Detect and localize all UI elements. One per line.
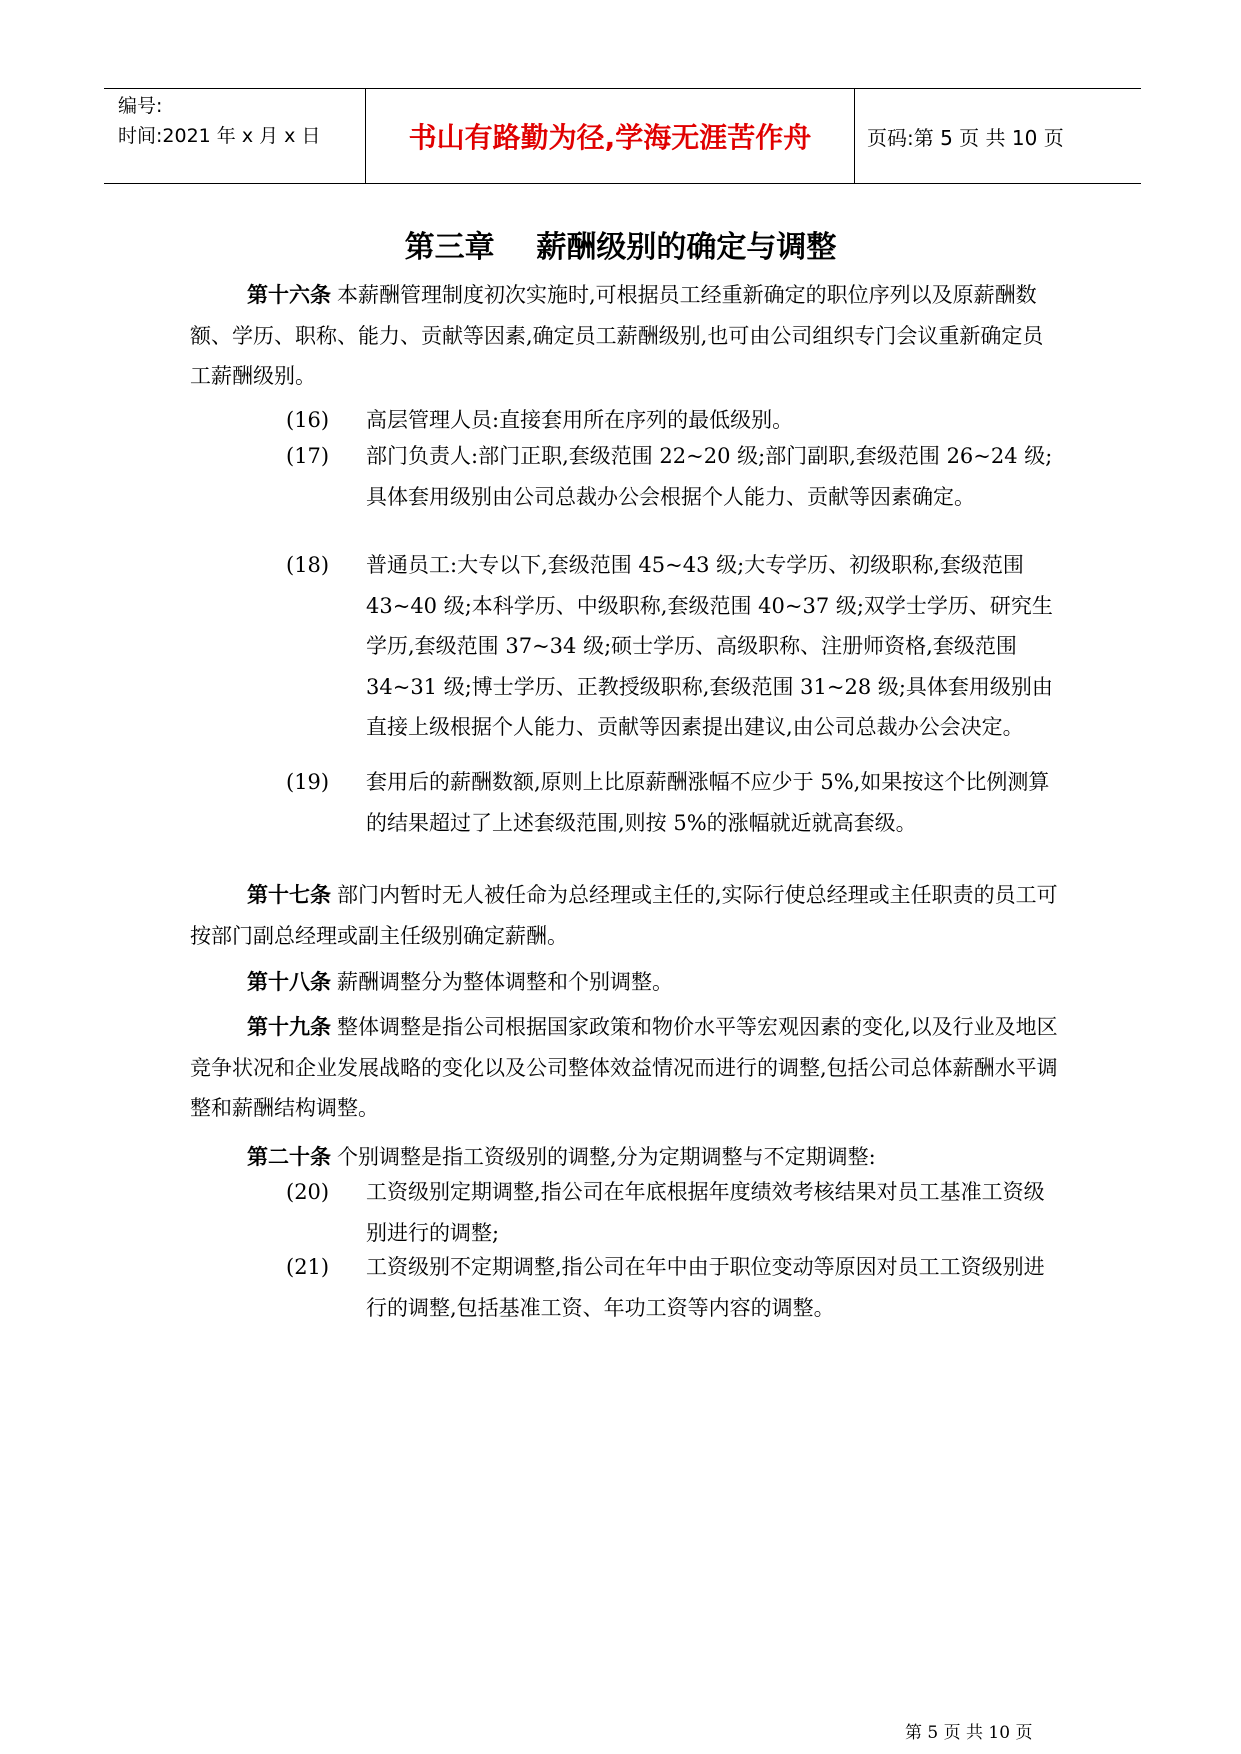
page-header: [104, 88, 1141, 184]
item-text: 工资级别定期调整,指公司在年底根据年度绩效考核结果对员工基准工资级别进行的调整;: [366, 1180, 1045, 1245]
item-number: (20): [286, 1180, 330, 1204]
item-number: (18): [286, 553, 330, 577]
article-17: [190, 875, 1060, 956]
article-label: 第二十条: [247, 1145, 331, 1169]
item-text: 部门负责人:部门正职,套级范围 22~20 级;部门副职,套级范围 26~24 级;具体套用级别由公司总裁办公会根据个人能力、贡献等因素确定。: [366, 444, 1053, 509]
article-text: 本薪酬管理制度初次实施时,可根据员工经重新确定的职位序列以及原薪酬数额、学历、职称、能力、贡献等因素,确定员工薪酬级别,也可由公司组织专门会议重新确定员工薪酬级别。: [190, 283, 1044, 388]
article-label: 第十八条: [247, 970, 331, 994]
item-number: (19): [286, 770, 330, 794]
article-label: 第十七条: [247, 883, 331, 907]
article-text: 薪酬调整分为整体调整和个别调整。: [337, 970, 673, 994]
item-number: (16): [286, 408, 330, 432]
article-18: [190, 962, 1060, 1003]
article-text: 整体调整是指公司根据国家政策和物价水平等宏观因素的变化,以及行业及地区竞争状况和企业发展战略的变化以及公司整体效益情况而进行的调整,包括公司总体薪酬水平调整和薪酬结构调整。: [190, 1015, 1058, 1120]
item-text: 套用后的薪酬数额,原则上比原薪酬涨幅不应少于 5%,如果按这个比例测算的结果超过了上述套级范围,则按 5%的涨幅就近就高套级。: [366, 770, 1050, 835]
header-motto: 书山有路勤为径,学海无涯苦作舟: [366, 89, 855, 183]
document-number-label: 编号:: [118, 95, 163, 117]
item-number: (21): [286, 1255, 330, 1279]
item-text: 普通员工:大专以下,套级范围 45~43 级;大专学历、初级职称,套级范围 43~40 级;本科学历、中级职称,套级范围 40~37 级;双学士学历、研究生学历,套级范围 37~34 级;硕士学历、高级职称、注册师资格,套级范围 34~31 级;博士学历、正教授级职称,套级范围 31~28 级;具体套用级别由直接上级根据个人能力、贡献等因素提出建议,由公司总裁办公会决定。: [366, 553, 1053, 739]
article-19: [190, 1007, 1060, 1129]
item-text: 工资级别不定期调整,指公司在年中由于职位变动等原因对员工工资级别进行的调整,包括基准工资、年功工资等内容的调整。: [366, 1255, 1045, 1320]
header-page-code: 页码:第 5 页 共 10 页: [867, 125, 1064, 150]
article-label: 第十六条: [247, 283, 331, 307]
article-text: 个别调整是指工资级别的调整,分为定期调整与不定期调整:: [337, 1145, 876, 1169]
item-number: (17): [286, 444, 330, 468]
article-label: 第十九条: [247, 1015, 331, 1039]
chapter-title: 第三章 薪酬级别的确定与调整: [404, 230, 837, 265]
item-text: 高层管理人员:直接套用所在序列的最低级别。: [366, 408, 794, 432]
page-footer: 第 5 页 共 10 页: [905, 1723, 1033, 1743]
article-16: [190, 275, 1060, 397]
document-date: 时间:2021 年 x 月 x 日: [118, 125, 321, 147]
header-meta: [104, 89, 366, 183]
article-text: 部门内暂时无人被任命为总经理或主任的,实际行使总经理或主任职责的员工可按部门副总经理或副主任级别确定薪酬。: [190, 883, 1058, 948]
